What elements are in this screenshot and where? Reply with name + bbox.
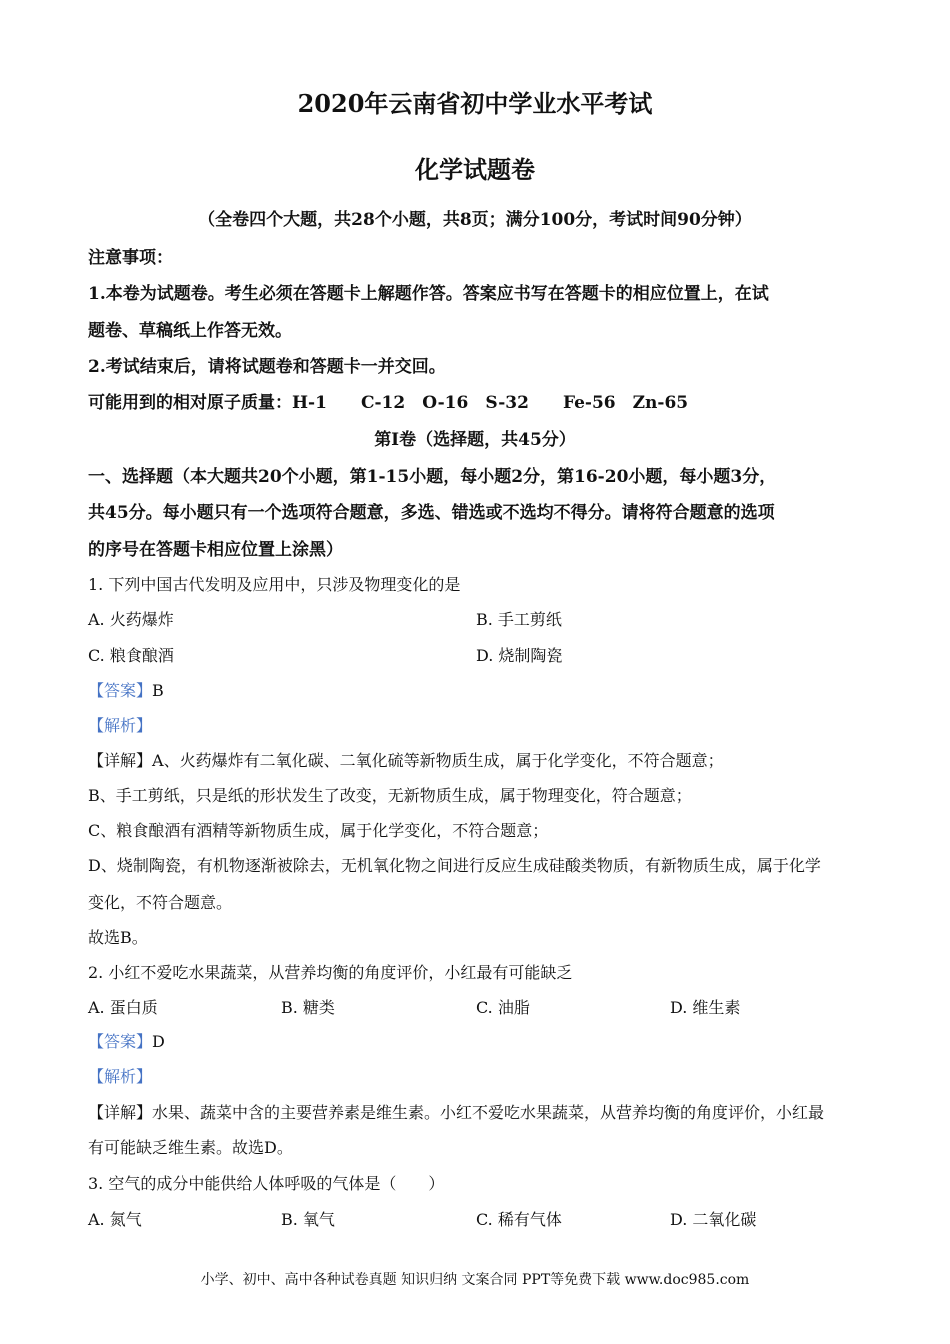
q3-option-b: B. 氧气 [281,1210,335,1229]
q1-analysis-tag: 【解析】 [88,716,153,735]
exam-title: 2020年云南省初中学业水平考试 [297,89,653,118]
exam-info: （全卷四个大题，共28个小题，共8页；满分100分，考试时间90分钟） [198,210,752,230]
page-footer: 小学、初中、高中各种试卷真题 知识归纳 文案合同 PPT等免费下载 www.doc985.com [200,1272,750,1288]
q1-detail-5: 变化，不符合题意。 [88,893,233,912]
q1-detail-3: C、粮食酿酒有酒精等新物质生成，属于化学变化，不符合题意； [88,821,549,840]
q3-option-d: D. 二氧化碳 [670,1210,757,1229]
notice-item-1-line-2: 题卷、草稿纸上作答无效。 [88,321,292,341]
notice-item-1-line-1: 1.本卷为试题卷。考生必须在答题卡上解题作答。答案应书写在答题卡的相应位置上，在试 [88,284,769,304]
q2-answer [88,1029,165,1052]
q2-detail-1 [88,1100,824,1123]
q1-option-a: A. 火药爆炸 [88,610,174,629]
q1-option-c: C. 粮食酿酒 [88,646,174,665]
detail-tag: 【详解】 [88,751,153,770]
q1-detail-2: B、手工剪纸，只是纸的形状发生了改变，无新物质生成，属于物理变化，符合题意； [88,786,692,805]
q2-option-b: B. 糖类 [281,998,335,1017]
answer-tag: 【答案】 [88,681,153,700]
q2-option-d: D. 维生素 [670,998,741,1017]
notice-heading: 注意事项： [88,248,173,268]
detail-tag: 【详解】 [88,1103,153,1122]
q3-option-c: C. 稀有气体 [476,1210,562,1229]
q1-detail-1-text: A、火药爆炸有二氧化碳、二氧化硫等新物质生成，属于化学变化，不符合题意； [152,751,724,770]
atomic-mass-line: 可能用到的相对原子质量：H-1 C-12 O-16 S-32 Fe-56 Zn-65 [88,393,689,413]
part-1-heading: 第Ⅰ卷（选择题，共45分） [374,430,576,450]
q1-conclusion: 故选B。 [88,928,148,947]
q2-detail-1-text: 水果、蔬菜中含的主要营养素是维生素。小红不爱吃水果蔬菜，从营养均衡的角度评价，小红最 [152,1103,825,1122]
q1-option-b: B. 手工剪纸 [476,610,562,629]
q1-detail-4: D、烧制陶瓷，有机物逐渐被除去，无机氧化物之间进行反应生成硅酸类物质，有新物质生成，属于化学 [88,856,821,875]
q2-detail-2: 有可能缺乏维生素。故选D。 [88,1138,293,1157]
section-instructions-line-1: 一、选择题（本大题共20个小题，第1-15小题，每小题2分，第16-20小题，每小题3分， [88,467,777,487]
q2-option-a: A. 蛋白质 [88,998,158,1017]
q1-stem: 1. 下列中国古代发明及应用中，只涉及物理变化的是 [88,575,461,594]
notice-item-2: 2.考试结束后，请将试题卷和答题卡一并交回。 [88,357,446,377]
q3-option-a: A. 氮气 [88,1210,142,1229]
q2-stem: 2. 小红不爱吃水果蔬菜，从营养均衡的角度评价，小红最有可能缺乏 [88,963,573,982]
exam-subtitle: 化学试题卷 [415,155,535,184]
q1-answer-value: B [152,681,164,700]
q1-detail-1 [88,748,724,771]
q1-answer [88,678,164,701]
section-instructions-line-3: 的序号在答题卡相应位置上涂黑） [88,540,343,560]
section-instructions-line-2: 共45分。每小题只有一个选项符合题意，多选、错选或不选均不得分。请将符合题意的选项 [88,503,775,523]
answer-tag: 【答案】 [88,1032,153,1051]
q3-stem: 3. 空气的成分中能供给人体呼吸的气体是（ ） [88,1174,445,1193]
q2-option-c: C. 油脂 [476,998,530,1017]
q1-option-d: D. 烧制陶瓷 [476,646,563,665]
q2-answer-value: D [152,1032,165,1051]
q2-analysis-tag: 【解析】 [88,1067,153,1086]
